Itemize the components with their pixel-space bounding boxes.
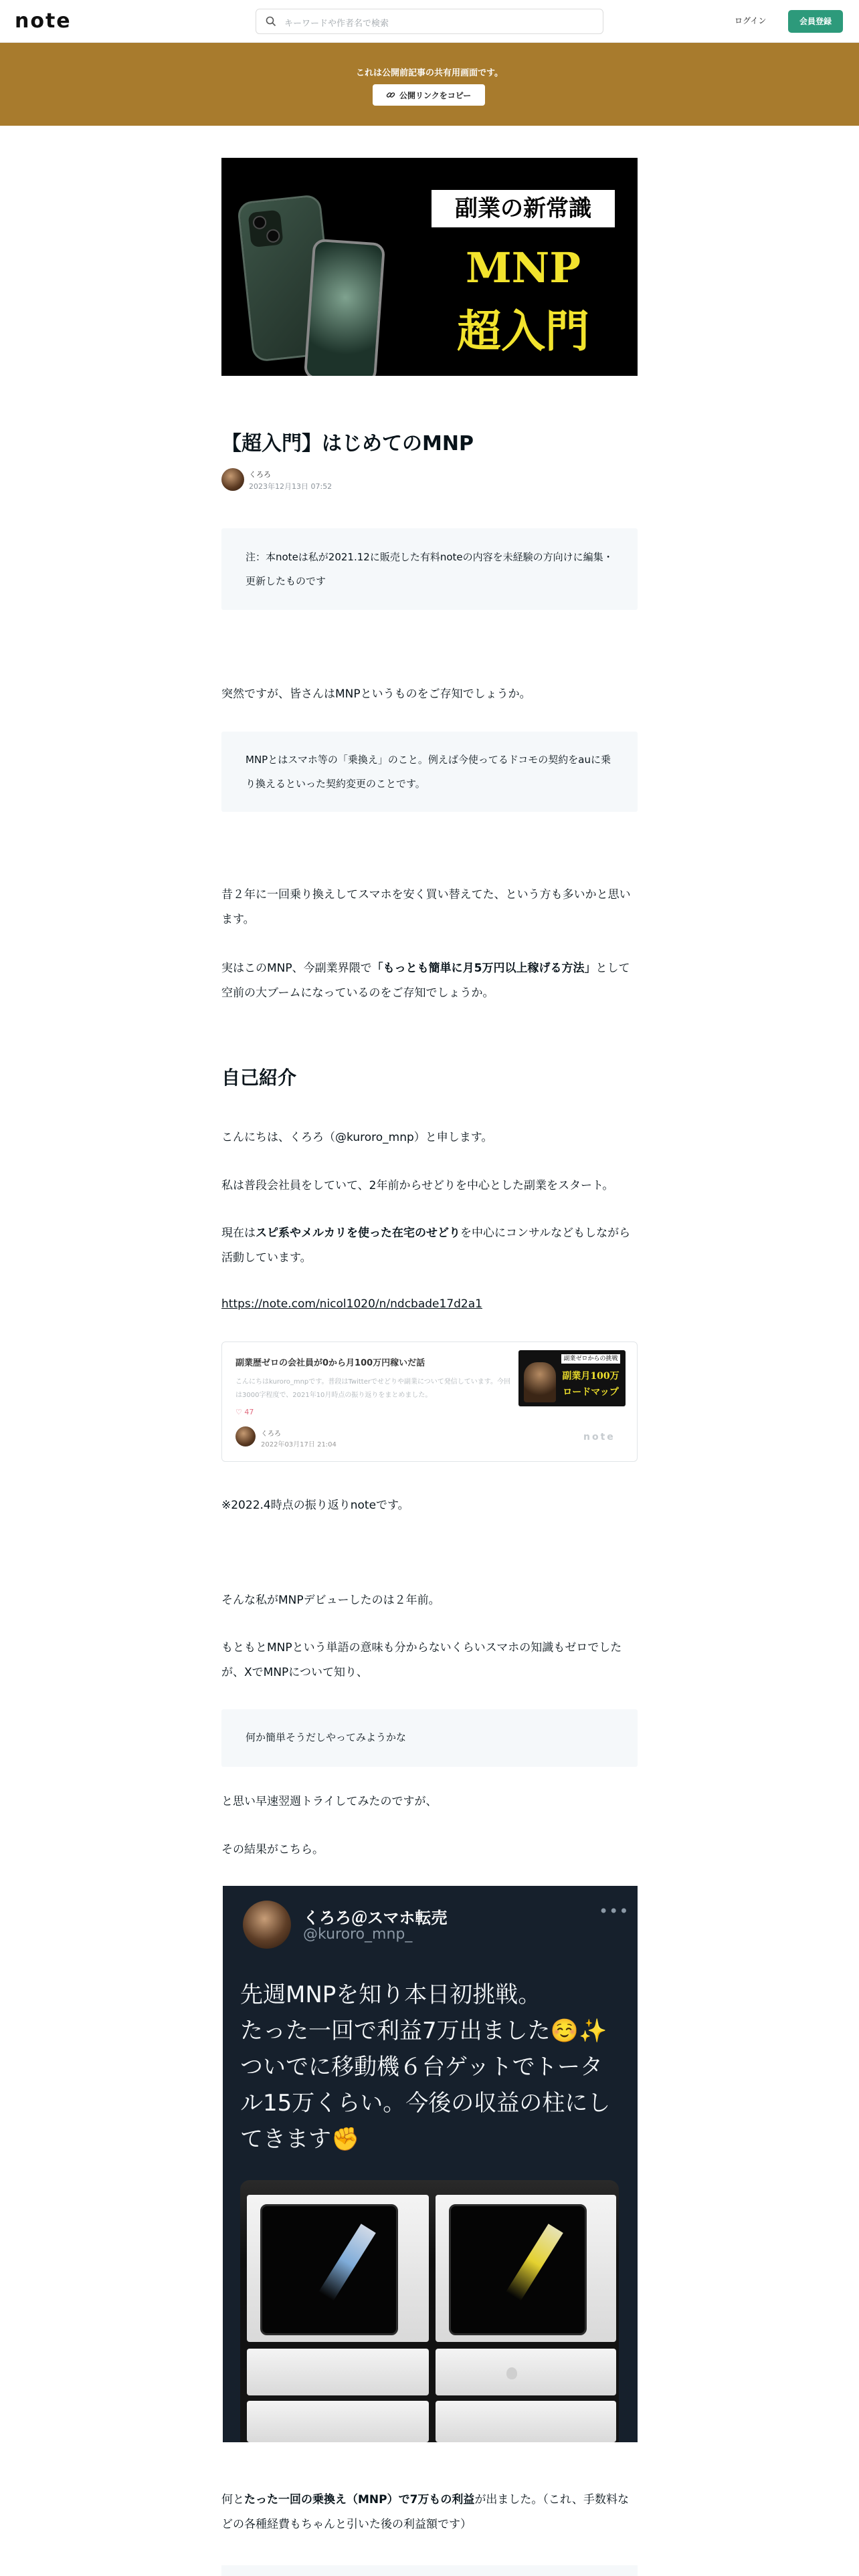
quote-box <box>221 1709 638 1767</box>
paragraph: 突然ですが、皆さんはMNPというものをご存知でしょうか。 <box>221 687 531 701</box>
author-avatar[interactable] <box>221 468 244 491</box>
paragraph: と思い早速翌週トライしてみたのですが、 <box>221 1795 438 1808</box>
top-header <box>0 0 859 43</box>
tweet-screenshot <box>223 1886 638 2442</box>
mnp-definition-box <box>221 732 638 812</box>
search-box[interactable] <box>256 9 603 34</box>
mnp-definition-text: MNPとはスマホ等の「乗換え」のこと。例えば今使ってるドコモの契約をauに乗り換えるといった契約変更のことです。 <box>246 754 611 790</box>
phone-front-image <box>304 238 385 376</box>
paragraph: その結果がこちら。 <box>221 1843 324 1856</box>
paragraph: 実はこのMNP、今副業界隈で「もっとも簡単に月5万円以上稼げる方法」として空前の大ブームになっているのをご存知でしょうか。 <box>221 962 630 1000</box>
link-icon <box>386 90 395 100</box>
bold-text: たった一回の乗換え（MNP）で7万もの利益 <box>244 2493 475 2506</box>
embed-author: くろろ <box>261 1430 281 1438</box>
hero-image <box>221 158 638 376</box>
embed-thumbnail <box>518 1350 626 1406</box>
publish-date: 2023年12月13日 07:52 <box>249 482 332 491</box>
embed-title[interactable]: 副業歴ゼロの会社員が0から月100万円稼いだ話 <box>235 1358 425 1368</box>
paragraph: もともとMNPという単語の意味も分からないくらいスマホの知識もゼロでしたが、XでMNPについて知り、 <box>221 1641 622 1679</box>
bold-text: スピ系やメルカリを使った在宅のせどり <box>256 1226 460 1240</box>
bold-text: 「もっとも簡単に月5万円以上稼げる方法」 <box>371 962 596 975</box>
search-icon <box>266 16 276 27</box>
section-heading: 自己紹介 <box>221 1067 297 1089</box>
note-logo[interactable]: note <box>15 9 72 33</box>
embed-thumbnail-tag: 副業ゼロからの挑戦 <box>561 1354 620 1364</box>
embed-date: 2022年03月17日 21:04 <box>261 1441 337 1448</box>
embed-note-logo: note <box>583 1432 615 1442</box>
paragraph: 昔２年に一回乗り換えしてスマホを安く買い替えてた、という方も多いかと思います。 <box>221 888 631 926</box>
tweet-body: 先週MNPを知り本日初挑戦。 たった一回で利益7万出ました☺️✨ ついでに移動機６台ゲットでトータル15万くらい。今後の収益の柱にしてきます✊ <box>240 1981 611 2153</box>
embed-thumbnail-person <box>524 1362 556 1402</box>
article-title: 【超入門】はじめてのMNP <box>221 432 474 455</box>
hero-title-line2: 超入門 <box>457 305 589 357</box>
embed-author-avatar <box>235 1426 256 1446</box>
note-box <box>221 528 638 610</box>
signup-button[interactable]: 会員登録 <box>788 10 843 33</box>
copy-link-label: 公開リンクをコピー <box>399 91 472 100</box>
quote-text: 何か簡単そうだしやってみようかな <box>246 1731 407 1743</box>
embed-thumbnail-title1: 副業月100万 <box>562 1371 619 1382</box>
paragraph: こんにちは、くろろ（@kuroro_mnp）と申します。 <box>221 1131 493 1144</box>
share-banner <box>0 43 859 126</box>
hero-subtitle: 副業の新常識 <box>432 190 615 227</box>
heart-icon: ♡ <box>235 1408 242 1416</box>
embed-description: こんにちはkuroro_mnpです。普段はTwitterでせどりや副業について発信しています。今回は3000字程度で、2021年10月時点の振り返りをまとめました。 <box>235 1378 510 1399</box>
tweet-handle: @kuroro_mnp_ <box>303 1926 413 1943</box>
note-box-text: 注：本noteは私が2021.12に販売した有料noteの内容を未経験の方向けに編集・更新したものです <box>246 551 613 587</box>
search-input[interactable]: キーワードや作者名で検索 <box>284 19 389 29</box>
embed-card[interactable] <box>221 1341 638 1462</box>
hero-title-line1: MNP <box>466 243 581 292</box>
article-link[interactable]: https://note.com/nicol1020/n/ndcbade17d2a1 <box>221 1297 482 1311</box>
paragraph: 何とたった一回の乗換え（MNP）で7万もの利益が出ました。（これ、手数料などの各種経費もちゃんと引いた後の利益額です） <box>221 2493 629 2531</box>
copy-link-button[interactable] <box>373 84 485 106</box>
tweet-author-name: くろろ＠スマホ転売 <box>303 1909 448 1927</box>
paragraph: ※2022.4時点の振り返りnoteです。 <box>221 1499 409 1512</box>
author-name[interactable]: くろろ <box>249 470 271 479</box>
login-link[interactable]: ログイン <box>735 16 767 25</box>
tweet-avatar <box>243 1901 291 1949</box>
tweet-photo <box>240 2180 619 2442</box>
embed-likes: ♡ 47 <box>235 1408 254 1416</box>
next-box-partial <box>221 2565 638 2576</box>
paragraph: 私は普段会社員をしていて、2年前からせどりを中心とした副業をスタート。 <box>221 1179 614 1192</box>
paragraph: そんな私がMNPデビューしたのは２年前。 <box>221 1594 440 1607</box>
more-icon: ••• <box>599 1902 630 1921</box>
banner-text: これは公開前記事の共有用画面です。 <box>356 68 503 78</box>
embed-thumbnail-title2: ロードマップ <box>563 1387 619 1398</box>
paragraph: 現在はスピ系やメルカリを使った在宅のせどりを中心にコンサルなどもしながら活動しています。 <box>221 1226 631 1265</box>
